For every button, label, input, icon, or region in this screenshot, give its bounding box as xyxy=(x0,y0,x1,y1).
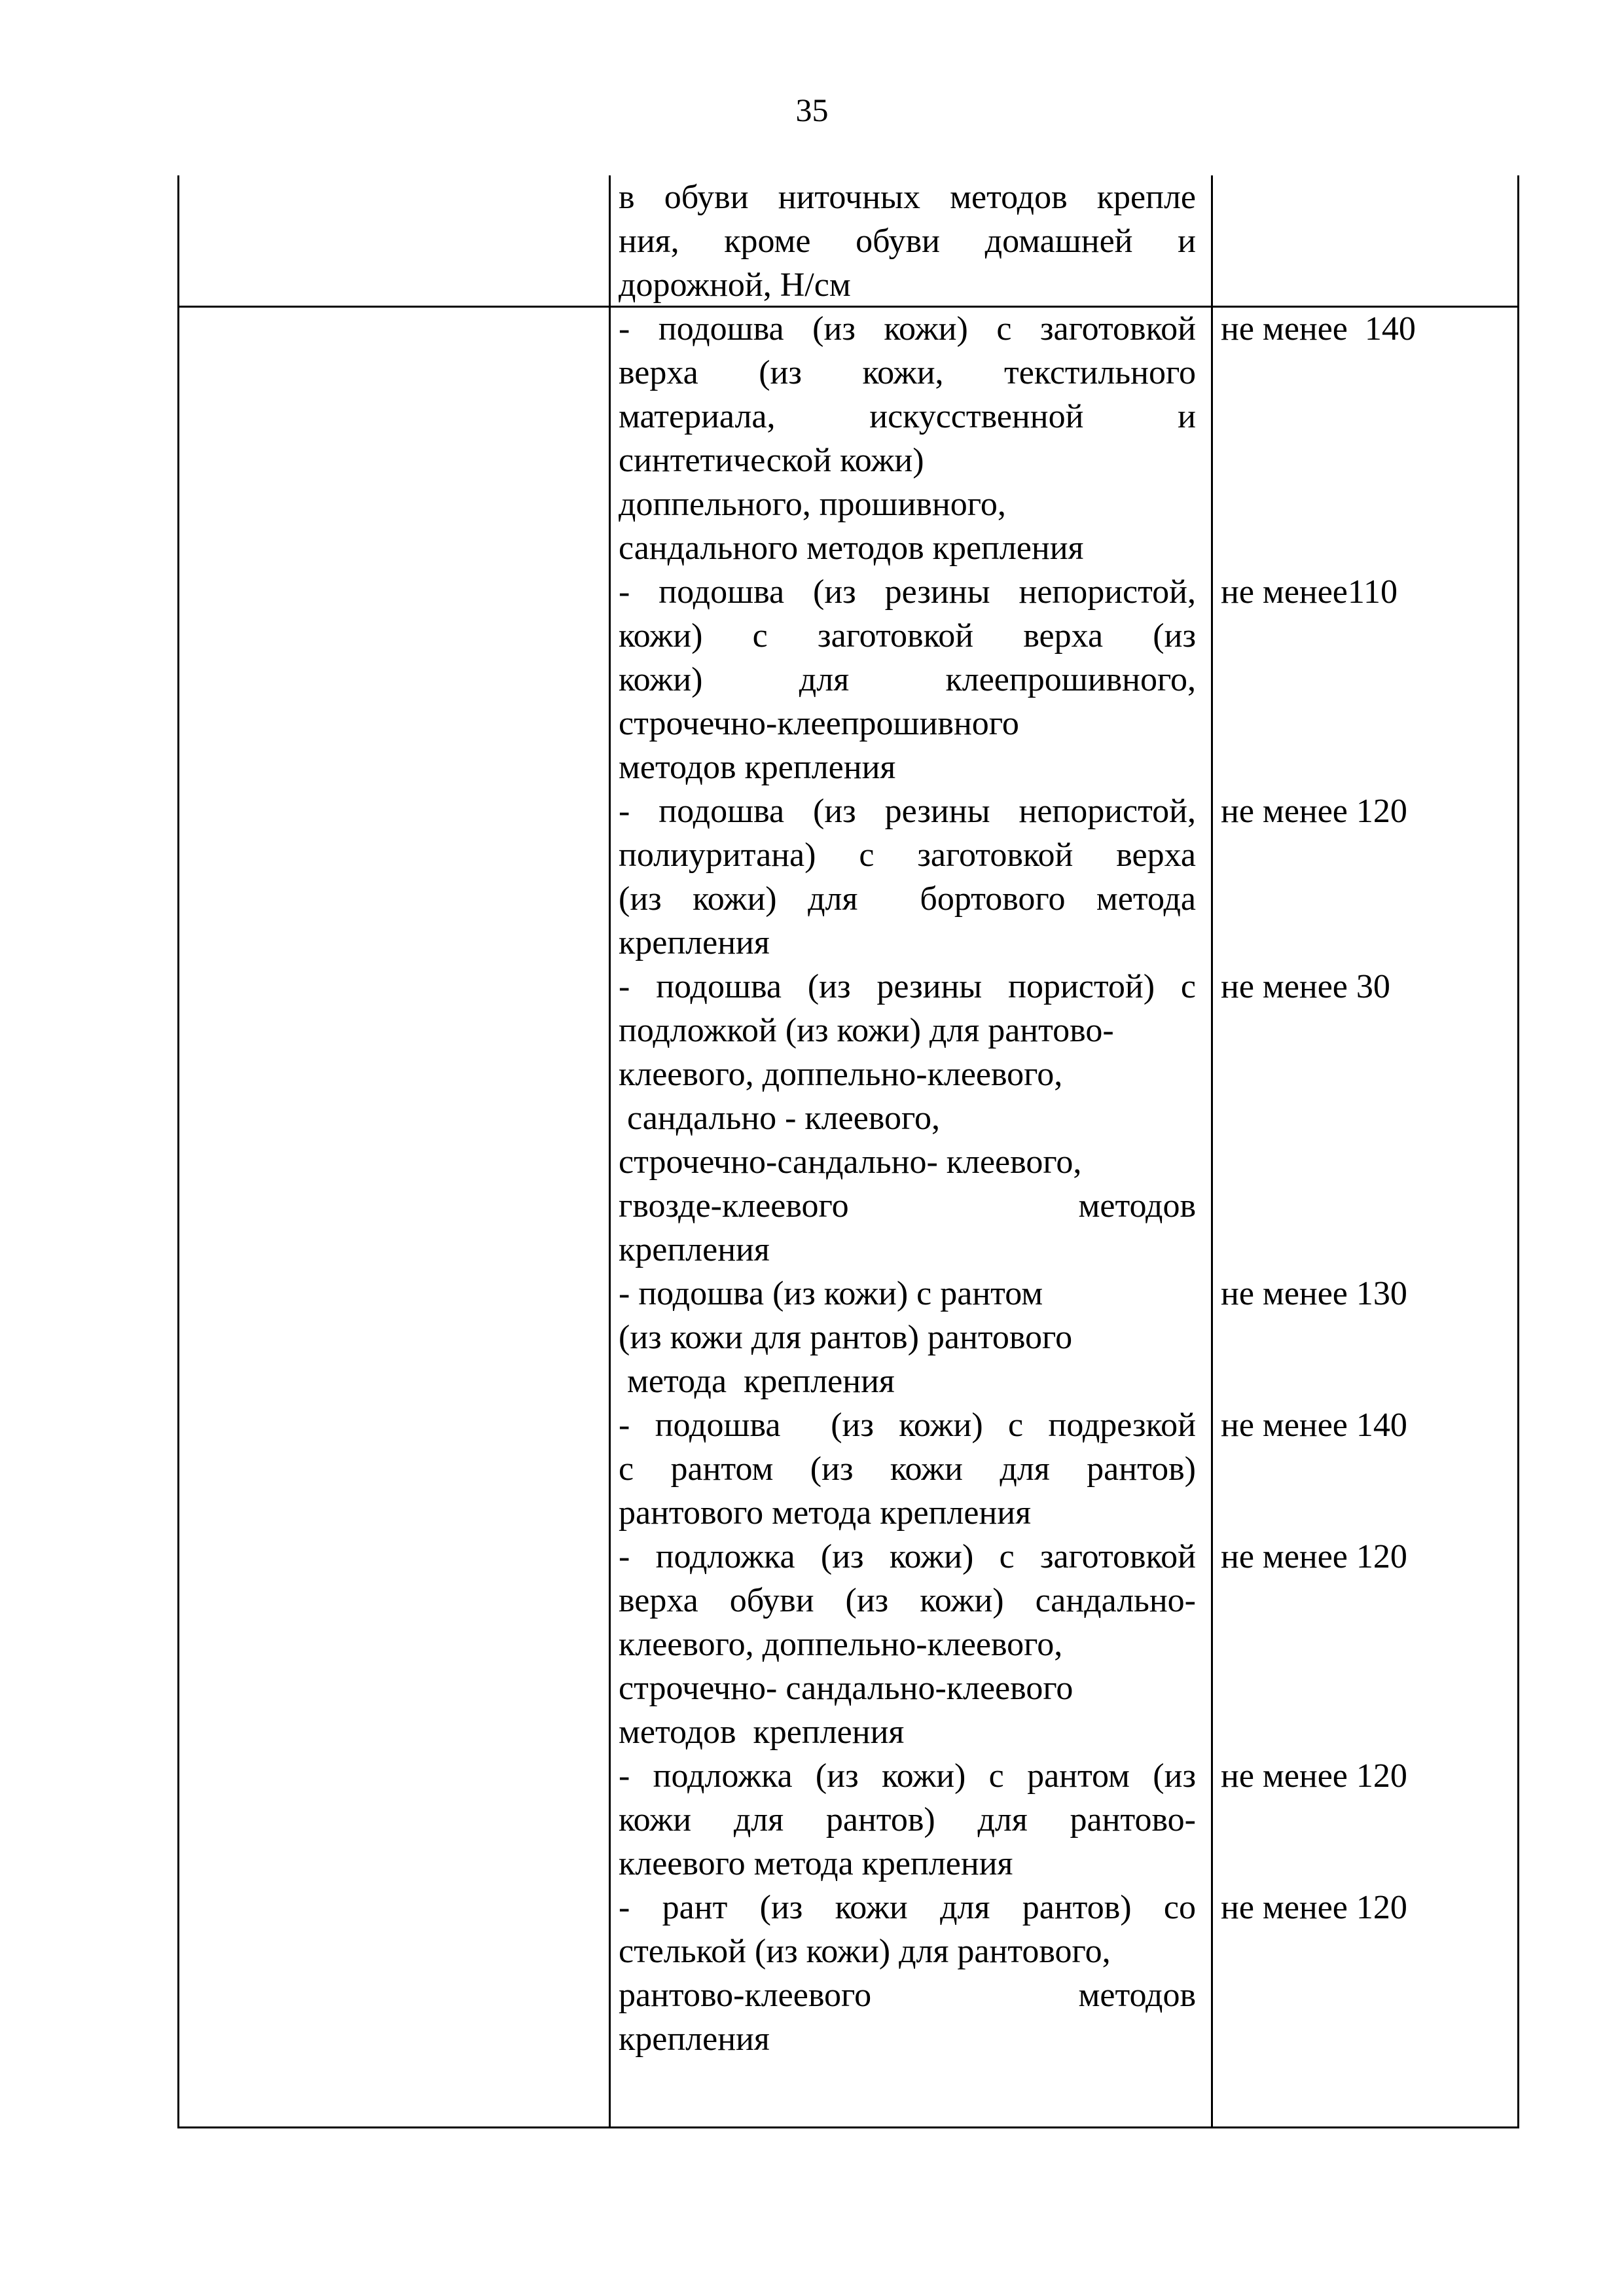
entry-value: не менее 120 xyxy=(1221,793,1407,830)
table-border-left xyxy=(177,175,179,2128)
entry-value: не менее 120 xyxy=(1221,1889,1407,1926)
entry-value: не менее 120 xyxy=(1221,1538,1407,1575)
text-line: (из кожи) для бортового метода xyxy=(619,880,1196,918)
table-column-divider-1 xyxy=(609,175,611,2128)
text-line: доппельного, прошивного, xyxy=(619,486,1006,523)
entry-description xyxy=(619,965,1196,1272)
text-line: гвозде-клеевого методов xyxy=(619,1187,1196,1225)
text-line: материала, искусственной и xyxy=(619,398,1196,435)
text-line: клеевого метода крепления xyxy=(619,1845,1013,1882)
entry-description xyxy=(619,1403,1196,1535)
text-line: рантово-клеевого методов xyxy=(619,1977,1196,2014)
text-line: строчечно- сандально-клеевого xyxy=(619,1670,1074,1707)
text-line: - подложка (из кожи) с заготовкой xyxy=(619,1538,1196,1575)
text-line: методов крепления xyxy=(619,749,896,786)
entry-description xyxy=(619,1754,1196,1886)
text-line: - подошва (из кожи) с заготовкой xyxy=(619,310,1196,348)
text-line: верха обуви (из кожи) сандально- xyxy=(619,1582,1196,1619)
text-line: - подошва (из резины пористой) с xyxy=(619,968,1196,1005)
text-line: - подошва (из резины непористой, xyxy=(619,793,1196,830)
text-line: - рант (из кожи для рантов) со xyxy=(619,1889,1196,1926)
table-border-right xyxy=(1517,175,1519,2128)
entry-description xyxy=(619,1886,1196,2061)
text-line: полиуритана) с заготовкой верха xyxy=(619,836,1196,874)
entry-description xyxy=(619,1272,1196,1403)
text-line: синтетической кожи) xyxy=(619,442,924,479)
entry-value: не менее 120 xyxy=(1221,1757,1407,1795)
table-column-divider-2 xyxy=(1211,175,1213,2128)
page-number: 35 xyxy=(795,92,829,128)
text-line: (из кожи для рантов) рантового xyxy=(619,1319,1073,1356)
text-line: в обуви ниточных методов крепле xyxy=(619,179,1196,216)
continuation-text xyxy=(619,175,1196,307)
text-line: стелькой (из кожи) для рантового, xyxy=(619,1933,1111,1970)
entry-description xyxy=(619,307,1196,570)
entry-description xyxy=(619,1535,1196,1754)
text-line: - подошва (из кожи) с подрезкой xyxy=(619,1407,1196,1444)
entry-description xyxy=(619,570,1196,789)
entry-value: не менее 130 xyxy=(1221,1275,1407,1312)
entry-value: не менее110 xyxy=(1221,573,1398,611)
text-line: верха (из кожи, текстильного xyxy=(619,354,1196,391)
text-line: - подложка (из кожи) с рантом (из xyxy=(619,1757,1196,1795)
text-line: подложкой (из кожи) для рантово- xyxy=(619,1012,1114,1049)
text-line: сандального методов крепления xyxy=(619,529,1084,567)
text-line: клеевого, доппельно-клеевого, xyxy=(619,1056,1063,1093)
entry-description xyxy=(619,789,1196,965)
text-line: - подошва (из резины непористой, xyxy=(619,573,1196,611)
entry-value: не менее 30 xyxy=(1221,968,1390,1005)
text-line: строчечно-сандально- клеевого, xyxy=(619,1143,1082,1181)
entry-value: не менее 140 xyxy=(1221,310,1416,348)
text-line: кожи для рантов) для рантово- xyxy=(619,1801,1196,1839)
text-line: крепления xyxy=(619,924,770,961)
text-line: рантового метода крепления xyxy=(619,1494,1032,1532)
text-line: крепления xyxy=(619,2020,770,2058)
text-line: сандально - клеевого, xyxy=(619,1100,941,1137)
text-line: дорожной, Н/см xyxy=(619,266,851,304)
text-line: крепления xyxy=(619,1231,770,1268)
text-line: метода крепления xyxy=(619,1363,895,1400)
text-line: ния, кроме обуви домашней и xyxy=(619,223,1196,260)
text-line: клеевого, доппельно-клеевого, xyxy=(619,1626,1063,1663)
table-border-bottom xyxy=(177,2126,1519,2128)
text-line: - подошва (из кожи) с рантом xyxy=(619,1275,1043,1312)
text-line: кожи) для клеепрошивного, xyxy=(619,661,1196,698)
text-line: методов крепления xyxy=(619,1713,905,1751)
text-line: кожи) с заготовкой верха (из xyxy=(619,617,1196,655)
text-line: с рантом (из кожи для рантов) xyxy=(619,1450,1196,1488)
text-line: строчечно-клеепрошивного xyxy=(619,705,1019,742)
entry-value: не менее 140 xyxy=(1221,1407,1407,1444)
